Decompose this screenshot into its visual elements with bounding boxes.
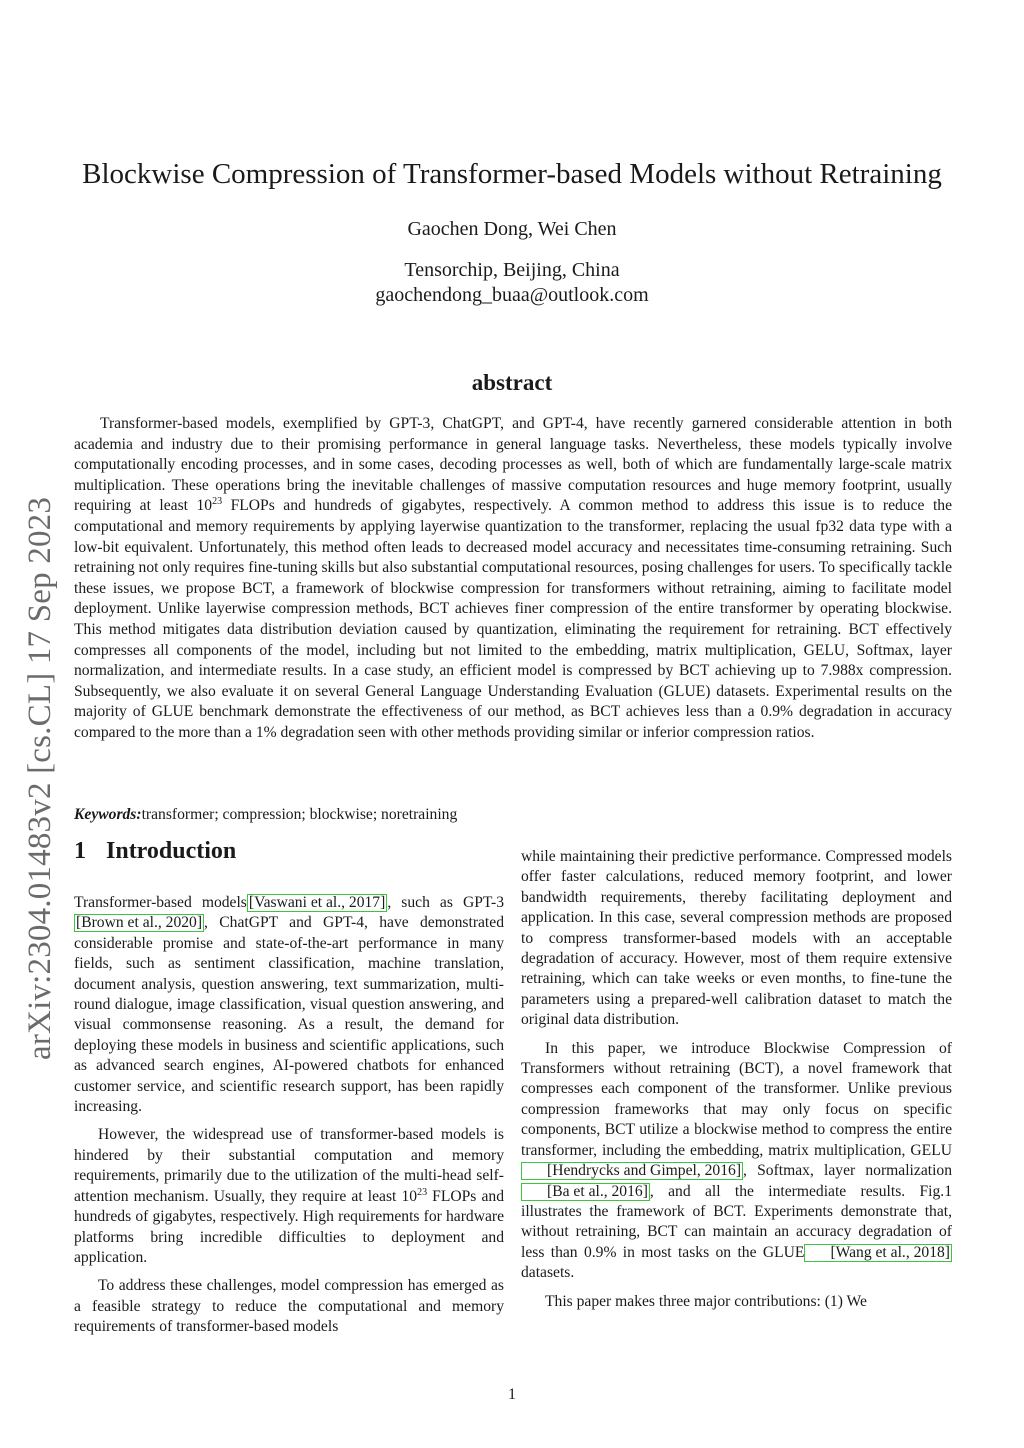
section-number: 1: [74, 838, 86, 864]
paper-title: Blockwise Compression of Transformer-based Models without Retraining: [82, 158, 942, 190]
text-run: datasets.: [521, 1264, 575, 1282]
intro-paragraph-4: while maintaining their predictive performance. Compressed models offer faster calculations, reduced memory footprint, and lower bandwidth requirements, thereby facilitating deployment and application. In this case, several compression methods are proposed to compress transformer-based models with an acceptable degradation of accuracy. However, most of them require extensive retraining, which can take weeks or even months, to fine-tune the parameters using a prepared-well calibration dataset to match the original data distribution.: [521, 848, 952, 1029]
affiliation: Tensorchip, Beijing, China: [404, 259, 620, 281]
intro-paragraph-3: To address these challenges, model compression has emerged as a feasible strategy to reduce the computational and memory requirements of transformer-based models: [74, 1277, 504, 1336]
keywords-line: [74, 805, 952, 825]
right-column: [521, 847, 952, 1320]
citation-link-vaswani[interactable]: [Vaswani et al., 2017]: [248, 894, 386, 911]
author-list: Gaochen Dong, Wei Chen: [407, 218, 617, 240]
arxiv-identifier-stamp: arXiv:2304.01483v2 [cs.CL] 17 Sep 2023: [22, 496, 58, 1060]
abstract-heading: abstract: [471, 370, 553, 395]
abstract-text-1: Transformer-based models, exemplified by GPT-3, ChatGPT, and GPT-4, have recently garnered considerable attention in both academia and industry due to their promising performance in general language tasks. Nevertheless, these models typically involve computationally encoding processes, and in some cases, decoding processes as well, both of which are fundamentally large-scale matrix multiplication. These operations bring the inevitable challenges of massive computation resources and huge memory footprint, usually requiring at least 10: [74, 415, 952, 515]
text-run: In this paper, we introduce Blockwise Compression of Transformers without retraining (BCT), a novel framework that compresses each component of the transformer. Unlike previous compression frameworks that may only focus on specific components, BCT utilize a blockwise method to compress the entire transformer, including the embedding, matrix multiplication, GELU: [521, 1039, 952, 1159]
page-number: 1: [508, 1386, 516, 1403]
intro-paragraph-2: [74, 1125, 504, 1268]
section-title: Introduction: [106, 838, 237, 864]
keywords-text: transformer; compression; blockwise; noretraining: [141, 806, 458, 823]
text-run: However, the widespread use of transformer-based models is hindered by their substantial computation and memory requirements, primarily due to the utilization of the multi-head self-attention mechanism. Usually, they require at least 10: [74, 1126, 504, 1205]
text-run: , such as GPT-3: [387, 894, 505, 911]
text-run: , ChatGPT and GPT-4, have demonstrated considerable promise and state-of-the-art performance in many fields, such as sentiment classification, machine translation, document analysis, question answering, text summarization, multi-round dialogue, image classification, visual question answering, and visual commonsense reasoning. As a result, the demand for deploying these models in business and scientific applications, such as advanced search engines, AI-powered chatbots for enhanced customer service, and scientific research support, has been rapidly increasing.: [74, 914, 504, 1116]
flops-exponent: 23: [417, 1186, 428, 1198]
left-column: [74, 893, 504, 1346]
abstract-exponent: 23: [212, 496, 223, 508]
text-run: , and all the intermediate results. Fig.1 illustrates the framework of BCT. Experiments demonstrate that, without retraining, BCT can maintain an accuracy degradation of less than 0.9% in most tasks on the GLUE: [521, 1182, 952, 1261]
intro-paragraph-6: This paper makes three major contributions: (1) We: [545, 1292, 867, 1310]
affiliation-block: [0, 258, 1024, 308]
author-email: gaochendong_buaa@outlook.com: [375, 284, 649, 306]
text-run: Transformer-based models: [74, 894, 247, 911]
text-run: , Softmax, layer normalization: [743, 1162, 952, 1180]
intro-paragraph-5: [521, 1039, 952, 1284]
abstract-text-2: FLOPs and hundreds of gigabytes, respectively. A common method to address this issue is to reduce the computational and memory requirements by applying layerwise quantization to the transformer, replacing the usual fp32 data type with a low-bit equivalent. Unfortunately, this method often leads to decreased model accuracy and necessitates time-consuming retraining. Such retraining not only requires fine-tuning skills but also substantial computational resources, posing challenges for users. To specifically tackle these issues, we propose BCT, a framework of blockwise compression for transformers without retraining, aiming to facilitate model deployment. Unlike layerwise compression methods, BCT achieves finer compression of the entire transformer by operating blockwise. This method mitigates data distribution deviation caused by quantization, eliminating the requirement for retraining. BCT effectively compresses all components of the model, including but not limited to the embedding, matrix multiplication, GELU, Softmax, layer normalization, and intermediate results. In a case study, an efficient model is compressed by BCT achieving up to 7.988x compression. Subsequently, we also evaluate it on several General Language Understanding Evaluation (GLUE) datasets. Experimental results on the majority of GLUE benchmark demonstrate the effectiveness of our method, as BCT achieves less than a 0.9% degradation in accuracy compared to the more than a 1% degradation seen with other methods providing similar or inferior compression ratios.: [74, 497, 953, 741]
citation-link-hendrycks[interactable]: [Hendrycks and Gimpel, 2016]: [521, 1162, 743, 1180]
citation-link-wang[interactable]: [Wang et al., 2018]: [804, 1244, 952, 1262]
citation-link-ba[interactable]: [Ba et al., 2016]: [521, 1183, 650, 1201]
intro-paragraph-1: [74, 893, 504, 1117]
text-run: FLOPs and hundreds of gigabytes, respectively. High requirements for hardware platforms bring incredible difficulties to deployment and application.: [74, 1187, 504, 1266]
abstract-body: [74, 414, 952, 744]
keywords-label: Keywords:: [74, 806, 142, 823]
citation-link-brown[interactable]: [Brown et al., 2020]: [76, 914, 203, 932]
section-heading-introduction: [74, 838, 236, 865]
